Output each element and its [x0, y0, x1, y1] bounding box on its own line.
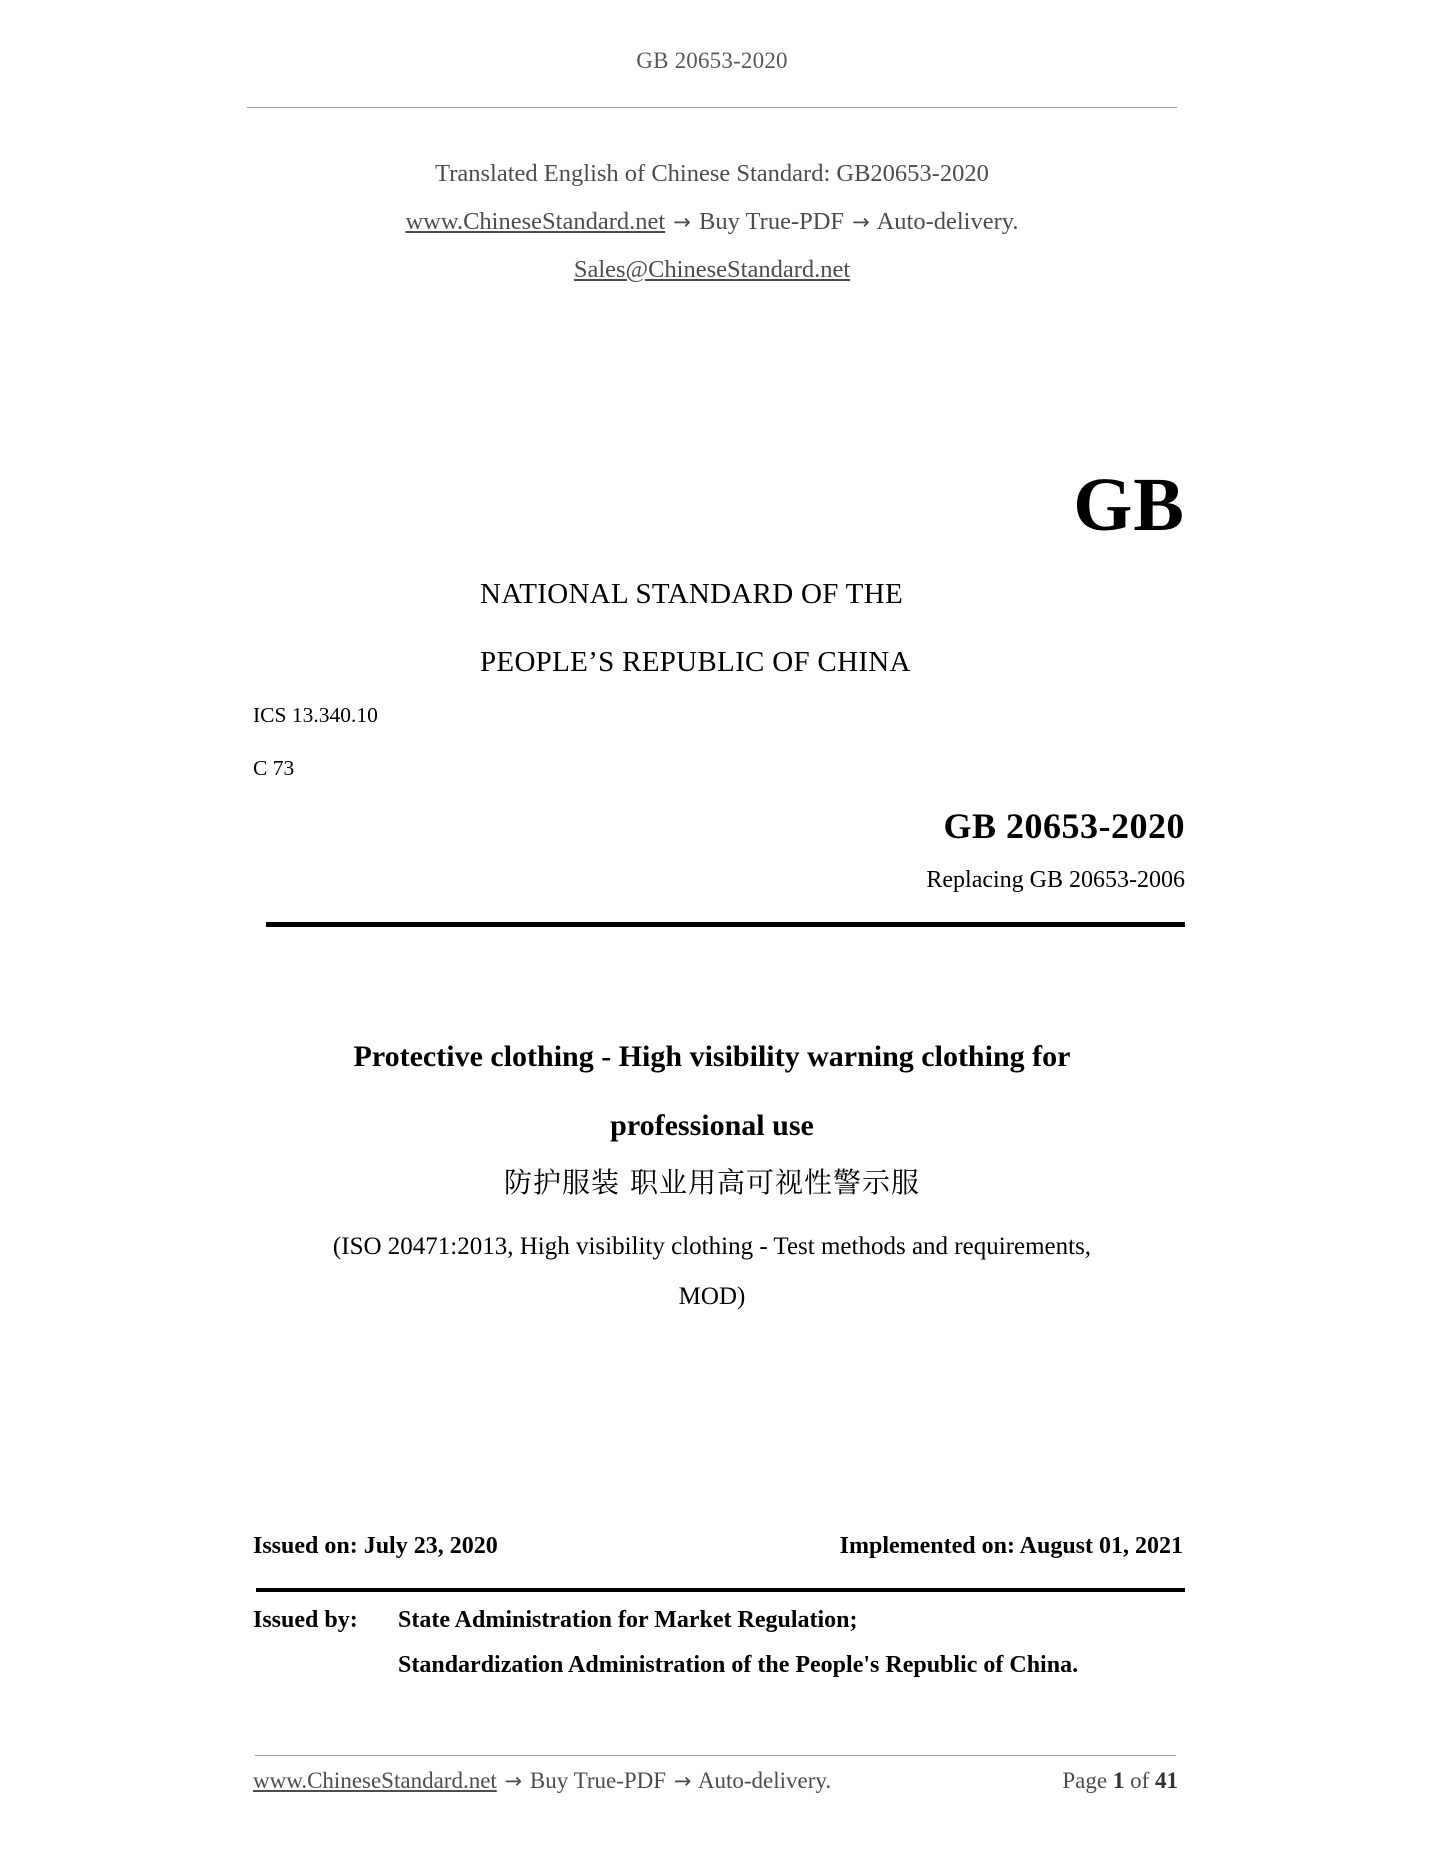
footer-buy-text: Buy True-PDF — [529, 1768, 667, 1793]
chinesestandard-link[interactable]: www.ChineseStandard.net — [405, 208, 666, 235]
iso-correspondence — [247, 1222, 1177, 1322]
promo-autodelivery-text: Auto-delivery. — [876, 208, 1019, 235]
ics-code: ICS 13.340.10 — [253, 703, 378, 727]
issuer-name-2: Standardization Administration of the People's Republic of China. — [398, 1652, 1079, 1678]
national-standard-line-2: PEOPLE’S REPUBLIC OF CHINA — [480, 646, 911, 678]
issue-dates-row — [253, 1533, 1183, 1560]
issued-by-block — [253, 1598, 1193, 1688]
footer-delivery-line — [253, 1768, 831, 1794]
issued-by-label: Issued by: — [253, 1607, 358, 1633]
sales-email-link[interactable]: Sales@ChineseStandard.net — [573, 256, 851, 283]
footer-divider — [255, 1755, 1176, 1756]
page-total: 41 — [1155, 1768, 1178, 1793]
iso-correspondence-line-2: MOD) — [678, 1283, 746, 1310]
running-header — [247, 48, 1177, 74]
implemented-on-date: Implemented on: August 01, 2021 — [839, 1533, 1183, 1559]
standard-title-english — [247, 1022, 1177, 1160]
footer-arrow-right-icon: → — [504, 1769, 523, 1793]
issued-by-row-2 — [253, 1643, 1193, 1688]
promo-translated-line: Translated English of Chinese Standard: GB20653-2020 — [435, 160, 989, 187]
page-word: Page — [1062, 1768, 1108, 1793]
promo-email-line — [247, 246, 1177, 294]
running-header-text: GB 20653-2020 — [636, 48, 788, 73]
promo-buy-text: Buy True-PDF — [699, 208, 845, 235]
issued-by-row-1 — [253, 1598, 1193, 1643]
issuer-name-1: State Administration for Market Regulation; — [398, 1607, 858, 1633]
footer-autodelivery-text: Auto-delivery. — [697, 1768, 832, 1793]
title-top-rule — [266, 922, 1185, 927]
standard-title-english-line-2: professional use — [610, 1109, 814, 1142]
standard-title-chinese: 防护服装 职业用高可视性警示服 — [504, 1166, 920, 1199]
issued-on-date: Issued on: July 23, 2020 — [253, 1533, 498, 1559]
footer-chinesestandard-link[interactable]: www.ChineseStandard.net — [253, 1768, 497, 1793]
promo-block — [247, 150, 1177, 294]
footer-arrow-right-icon-2: → — [673, 1769, 692, 1793]
page-number: 1 — [1112, 1768, 1125, 1793]
page-indicator — [1062, 1768, 1178, 1794]
header-divider — [247, 107, 1177, 108]
iso-correspondence-line-1: (ISO 20471:2013, High visibility clothing - Test methods and requirements, — [332, 1233, 1092, 1260]
gb-logo-mark: GB — [1073, 463, 1185, 547]
issue-bottom-rule — [256, 1588, 1185, 1592]
ccs-code: C 73 — [253, 756, 295, 780]
page-footer — [253, 1768, 1178, 1794]
promo-delivery-line — [247, 198, 1177, 246]
of-word: of — [1130, 1768, 1150, 1793]
standard-number: GB 20653-2020 — [943, 806, 1185, 846]
standard-replacing: Replacing GB 20653-2006 — [926, 867, 1185, 893]
national-standard-line-1: NATIONAL STANDARD OF THE — [480, 578, 903, 610]
arrow-right-icon-2: → — [852, 210, 870, 234]
standard-title-english-line-1: Protective clothing - High visibility warning clothing for — [353, 1040, 1071, 1073]
arrow-right-icon: → — [673, 210, 691, 234]
